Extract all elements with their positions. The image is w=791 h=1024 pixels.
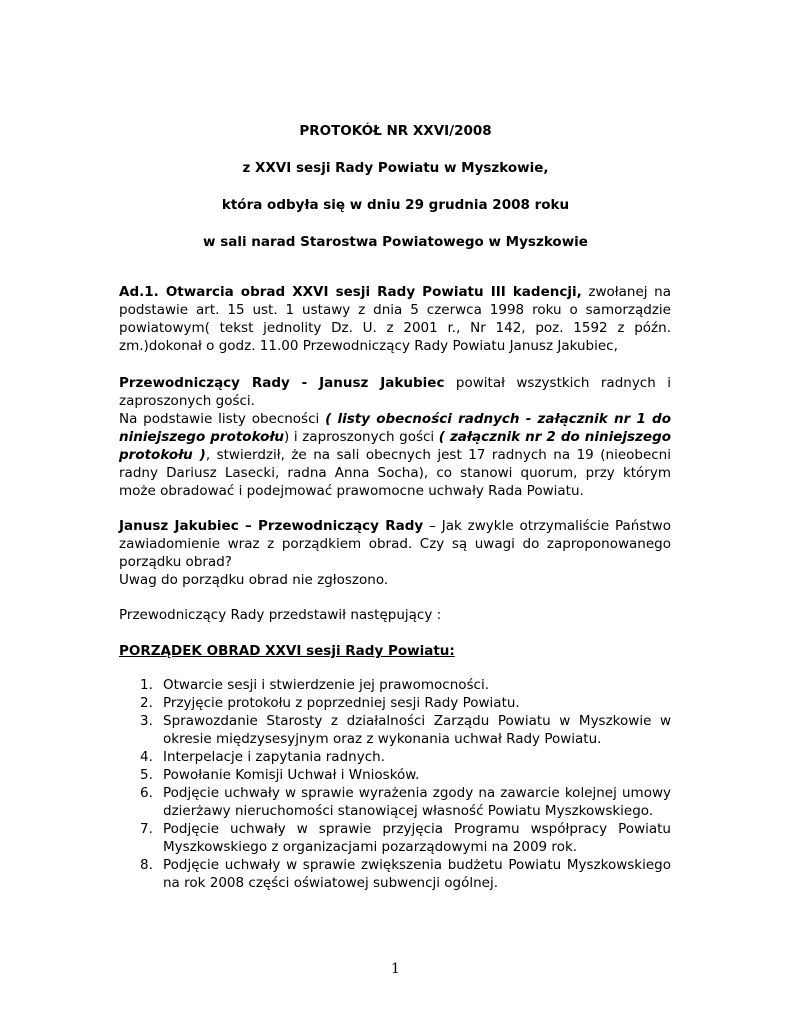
agenda-item-number: 7. (140, 821, 153, 837)
agenda-item (119, 766, 671, 784)
agenda-item-text: Otwarcie sesji i stwierdzenie jej prawomocności. (163, 677, 490, 693)
paragraph-ad1 (119, 283, 671, 355)
paragraph-presented: Przewodniczący Rady przedstawił następujący : (119, 607, 442, 623)
agenda-title: PORZĄDEK OBRAD XXVI sesji Rady Powiatu: (119, 643, 455, 659)
welcome-text4: , stwierdził, że na sali obecnych jest 17 radnych na 19 (nieobecni radny Dariusz Lasecki, radna Anna Socha), co stanowi quorum, przy którym może obradować i podejmować prawomocne uchwały Rada Powiatu. (119, 447, 671, 499)
welcome-text3: ) i zaproszonych gości (284, 429, 439, 445)
agenda-item-text: Sprawozdanie Starosty z działalności Zarządu Powiatu w Myszkowie w okresie międzysesyjnym oraz z wykonania uchwał Rady Powiatu. (163, 713, 671, 747)
agenda-item-text: Interpelacje i zapytania radnych. (163, 749, 385, 765)
ad1-text: zwołanej na podstawie art. 15 ust. 1 ustawy z dnia 5 czerwca 1998 roku o samorządzie powiatowym( tekst jednolity Dz. U. z 2001 r., Nr 142, poz. 1592 z późn. zm.)dokonał o godz. 11.00 Przewodniczący Rady Powiatu Janusz Jakubiec, (119, 284, 671, 354)
agenda-item-text: Podjęcie uchwały w sprawie zwiększenia budżetu Powiatu Myszkowskiego na rok 2008 części oświatowej subwencji ogólnej. (163, 857, 671, 891)
agenda-item (119, 694, 671, 712)
question-speaker: Janusz Jakubiec – Przewodniczący Rady (119, 518, 424, 534)
session-date: która odbyła się w dniu 29 grudnia 2008 roku (221, 197, 570, 213)
attachment-1-reference: ( listy obecności radnych - załącznik nr 1 do niniejszego protokołu (119, 411, 671, 445)
session-location: w sali narad Starostwa Powiatowego w Myszkowie (203, 234, 588, 250)
agenda-item-number: 3. (140, 713, 153, 729)
agenda-item-number: 2. (140, 695, 153, 711)
agenda-item-text: Podjęcie uchwały w sprawie przyjęcia Programu współpracy Powiatu Myszkowskiego z organizacjami pozarządowymi na 2009 rok. (163, 821, 671, 855)
agenda-item (119, 676, 671, 694)
page-number: 1 (391, 961, 400, 977)
agenda-item-number: 5. (140, 767, 153, 783)
agenda-item (119, 748, 671, 766)
welcome-text1: powitał wszystkich radnych i zaproszonych gości. (119, 375, 671, 409)
paragraph-welcome (119, 374, 671, 500)
ad1-heading: Ad.1. Otwarcia obrad XXVI sesji Rady Powiatu III kadencji, (119, 284, 582, 300)
agenda-item-number: 1. (140, 677, 153, 693)
agenda-item-number: 8. (140, 857, 153, 873)
protocol-title: PROTOKÓŁ NR XXVI/2008 (299, 123, 492, 139)
agenda-item-number: 4. (140, 749, 153, 765)
agenda-item-number: 6. (140, 785, 153, 801)
agenda-item-text: Powołanie Komisji Uchwał i Wniosków. (163, 767, 420, 783)
attachment-2-reference: ( załącznik nr 2 do niniejszego protokołu ) (119, 429, 672, 463)
question-text: – Jak zwykle otrzymaliście Państwo zawiadomienie wraz z porządkiem obrad. Czy są uwagi do zaproponowanego porządku obrad? (119, 518, 671, 570)
paragraph-question (119, 517, 671, 589)
welcome-text2: Na podstawie listy obecności (119, 411, 326, 427)
agenda-item (119, 856, 671, 892)
agenda-item-text: Podjęcie uchwały w sprawie wyrażenia zgody na zawarcie kolejnej umowy dzierżawy nieruchomości stanowiącej własność Powiatu Myszkowskiego. (163, 785, 671, 819)
agenda-item (119, 712, 671, 748)
agenda-list (119, 676, 671, 892)
agenda-item (119, 784, 671, 820)
agenda-item (119, 820, 671, 856)
agenda-item-text: Przyjęcie protokołu z poprzedniej sesji Rady Powiatu. (163, 695, 520, 711)
session-subtitle: z XXVI sesji Rady Powiatu w Myszkowie, (242, 160, 549, 176)
welcome-speaker: Przewodniczący Rady - Janusz Jakubiec (119, 375, 445, 391)
question-answer: Uwag do porządku obrad nie zgłoszono. (119, 572, 389, 588)
